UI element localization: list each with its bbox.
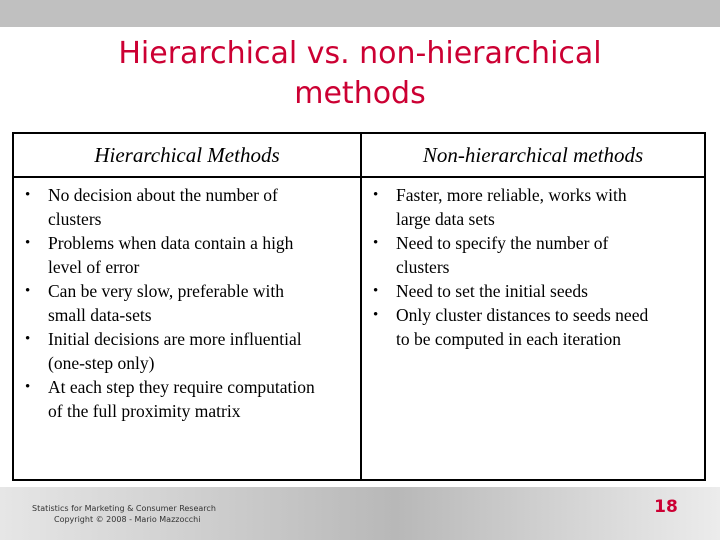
non-hierarchical-item-text: large data sets <box>396 209 495 229</box>
comparison-table <box>12 132 706 481</box>
footer-course-title: Statistics for Marketing & Consumer Research <box>32 504 216 513</box>
footer-credits <box>32 503 216 525</box>
hierarchical-item <box>14 183 358 231</box>
hierarchical-item-text: small data-sets <box>48 305 152 325</box>
slide-title-line-1: Hierarchical vs. non-hierarchical <box>118 36 602 71</box>
bullet-icon: • <box>373 283 379 299</box>
hierarchical-item-text: No decision about the number of <box>48 185 278 205</box>
footer-bar <box>0 487 720 540</box>
bullet-icon: • <box>373 307 379 323</box>
hierarchical-item-text: Initial decisions are more influential <box>48 329 302 349</box>
hierarchical-item <box>14 279 358 327</box>
hierarchical-list <box>14 183 358 423</box>
slide-title-line-2: methods <box>294 76 426 111</box>
hierarchical-item-text: Can be very slow, preferable with <box>48 281 285 301</box>
bullet-icon: • <box>373 187 379 203</box>
non-hierarchical-header: Non-hierarchical methods <box>422 142 644 167</box>
header-divider <box>14 176 704 178</box>
hierarchical-item-text: Problems when data contain a high <box>48 233 294 253</box>
bullet-icon: • <box>25 331 31 347</box>
bullet-icon: • <box>373 235 379 251</box>
hierarchical-item-text: clusters <box>48 209 102 229</box>
non-hierarchical-list <box>362 183 704 351</box>
non-hierarchical-item <box>362 183 704 231</box>
top-bar <box>0 0 720 27</box>
non-hierarchical-item-text: clusters <box>396 257 450 277</box>
hierarchical-item <box>14 375 358 423</box>
hierarchical-item-text: level of error <box>48 257 140 277</box>
non-hierarchical-item-text: Need to set the initial seeds <box>396 281 588 301</box>
footer-copyright: Copyright © 2008 - Mario Mazzocchi <box>54 515 201 524</box>
bullet-icon: • <box>25 379 31 395</box>
slide-title <box>0 34 720 114</box>
non-hierarchical-item-text: Faster, more reliable, works with <box>396 185 627 205</box>
non-hierarchical-item-text: to be computed in each iteration <box>396 329 621 349</box>
hierarchical-item-text: of the full proximity matrix <box>48 401 241 421</box>
bullet-icon: • <box>25 187 31 203</box>
hierarchical-item-text: At each step they require computation <box>48 377 315 397</box>
non-hierarchical-item <box>362 231 704 279</box>
hierarchical-item-text: (one-step only) <box>48 353 155 373</box>
hierarchical-item <box>14 231 358 279</box>
hierarchical-header: Hierarchical Methods <box>94 142 280 167</box>
non-hierarchical-item-text: Only cluster distances to seeds need <box>396 305 649 325</box>
non-hierarchical-item <box>362 279 704 303</box>
bullet-icon: • <box>25 235 31 251</box>
hierarchical-item <box>14 327 358 375</box>
non-hierarchical-item-text: Need to specify the number of <box>396 233 609 253</box>
page-number: 18 <box>654 497 678 517</box>
non-hierarchical-item <box>362 303 704 351</box>
bullet-icon: • <box>25 283 31 299</box>
